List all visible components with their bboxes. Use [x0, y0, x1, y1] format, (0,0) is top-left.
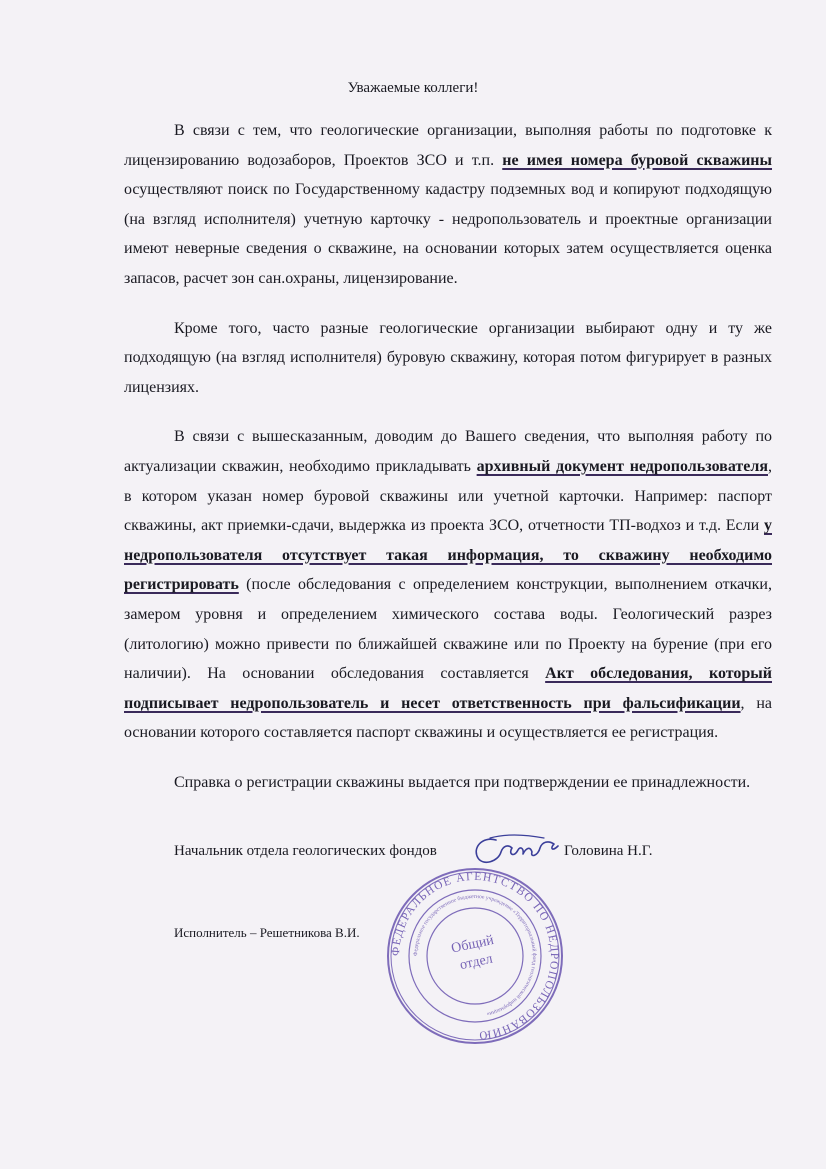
greeting: Уважаемые коллеги!	[347, 80, 479, 96]
stamp-center-text: Общийотдел	[450, 932, 496, 974]
emphasis-archive-document: архивный документ недропользователя	[476, 457, 768, 475]
paragraph-3-part-c: , в котором указан номер буровой скважины или учетной карточки. Например: паспорт скважины, акт приемки-сдачи, выдержка из проекта ЗСО, отчетности ТП-водхоз и т.д. Если	[124, 457, 772, 535]
official-stamp	[385, 866, 565, 1046]
executor-line: Исполнитель – Решетникова В.И.	[174, 925, 360, 940]
paragraph-2: Кроме того, часто разные геологические организации выбирают одну и ту же подходящую (на взгляд исполнителя) буровую скважину, которая потом фигурирует в разных лицензиях.	[124, 319, 772, 396]
stamp-inner-text: Федеральное государственное бюджетное учреждение «Территориальный фонд геологической информации»	[412, 893, 538, 1017]
emphasis-register-well: у недропользователя отсутствует такая информация, то скважину необходимо регистрировать	[124, 517, 772, 594]
stamp-outer-text: ФЕДЕРАЛЬНОЕ АГЕНТСТВО ПО НЕДРОПОЛЬЗОВАНИЮ	[389, 870, 561, 1042]
paragraph-3	[124, 422, 772, 748]
paragraph-1-part-c: осуществляют поиск по Государственному кадастру подземных вод и копируют подходящую (на взгляд исполнителя) учетную карточку - недропользователь и проектные организации имеют неверные сведения о скважине, на основании которых затем осуществляется оценка запасов, расчет зон сан.охраны, лицензирование.	[124, 181, 772, 287]
paragraph-1-part-a: В связи с тем, что геологические организации, выполняя работы по подготовке к лицензированию водозаборов, Проектов ЗСО и т.п.	[124, 122, 772, 169]
signature-name: Головина Н.Г.	[564, 843, 653, 859]
paragraph-3-part-a: В связи с вышесказанным, доводим до Вашего сведения, что выполняя работу по актуализации скважин, необходимо прикладывать	[124, 428, 772, 475]
paragraph-3-part-g: , на основании которого составляется паспорт скважины и осуществляется ее регистрация.	[124, 694, 772, 742]
emphasis-inspection-act: Акт обследования, который подписывает недропользователь и несет ответственность при фальсификации	[124, 665, 772, 712]
letter-body	[124, 116, 772, 797]
handwritten-signature	[468, 830, 568, 870]
paragraph-4: Справка о регистрации скважины выдается при подтверждении ее принадлежности.	[174, 773, 751, 791]
paragraph-3-part-e: (после обследования с определением конструкции, выполнением откачки, замером уровня и определением химического состава воды. Геологический разрез (литологию) можно привести по ближайшей скважине или по Проекту на бурение (при его наличии). На основании обследования составляется	[124, 576, 772, 683]
emphasis-no-well-number: не имея номера буровой скважины	[502, 151, 773, 169]
signature-title: Начальник отдела геологических фондов	[174, 843, 437, 859]
paragraph-1	[124, 116, 772, 294]
